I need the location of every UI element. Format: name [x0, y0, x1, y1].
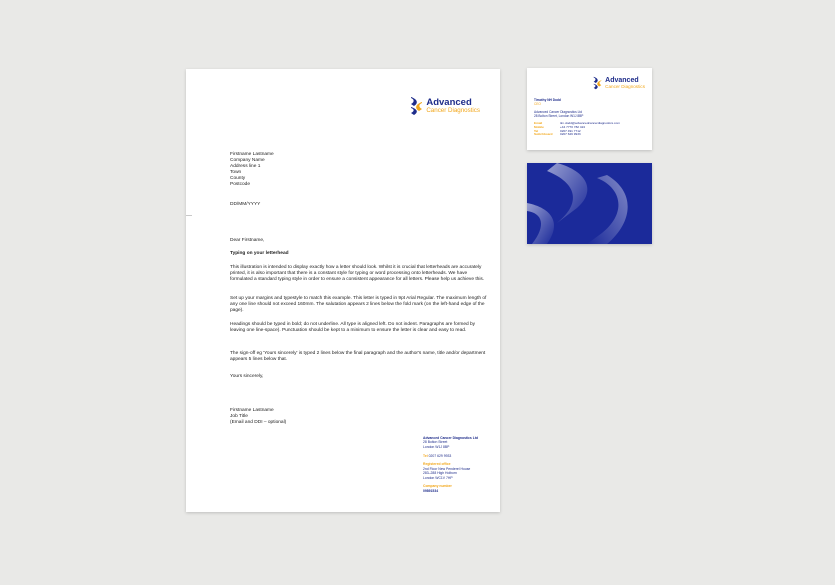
signature-line: (Email and DDI – optional) [230, 420, 287, 426]
signature-line: Job Title [230, 414, 248, 420]
fold-mark [186, 215, 192, 216]
contact-label: Tel [534, 128, 539, 133]
paragraph: Headings should be typed in bold; do not underline. All type is aligned left. Do not indent. Paragraphs are formed by leaving one line-space). Punctuation should be kept to a minimum to ensure the letter is clear and easy to read. [230, 322, 476, 334]
address-line: Postcode [230, 182, 251, 188]
letter-heading: Typing on your letterhead [230, 251, 289, 256]
card-person-role: CEO [534, 102, 541, 106]
letterhead-logo [410, 96, 480, 116]
footer-registered-label: Registered office [423, 462, 451, 467]
contact-value: tim.dodd@advancedcancerdiagnostics.com [560, 121, 620, 125]
card-company: Advanced Cancer Diagnostics Ltd [534, 110, 583, 114]
address-line: Address line 1 [230, 164, 261, 170]
footer-address-line: London W1J 8BP [423, 444, 450, 449]
logo-word-cancer-diagnostics: Cancer Diagnostics [426, 107, 480, 115]
footer-company-number: 09891534 [423, 488, 439, 493]
signature-line: Firstname Lastname [230, 408, 274, 413]
paragraph: Set up your margins and typestyle to match this example. This letter is typed in 9pt Arial Regular. The maximum length of any one line should not exceed 160mm. The salutation appears 2 lines below the fold mark (on the left-hand edge of the page). [230, 296, 487, 314]
paragraph: The sign-off eg 'Yours sincerely' is typed 2 lines below the final paragraph and the author's name, title and/or department appears 5 lines below that. [230, 351, 486, 363]
letterhead-footer [423, 436, 497, 493]
ribbon-logo-icon [593, 76, 602, 90]
recipient-address [230, 152, 482, 189]
logo-word-advanced: Advanced [605, 76, 639, 84]
address-line: Firstname Lastname [230, 152, 274, 157]
card-person-name: Timothy NH Dodd [534, 98, 561, 102]
footer-registered-line: 2nd Floor New Penderel House [423, 466, 471, 471]
footer-company-number-label: Company number [423, 484, 452, 489]
contact-value: +44 7770 782 424 [560, 124, 586, 129]
salutation: Dear Firstname, [230, 238, 265, 243]
contact-value: 0207 491 7712 [560, 128, 581, 133]
footer-company: Advanced Cancer Diagnostics Ltd [423, 436, 479, 440]
footer-registered-line: London WC1V 7HP [423, 475, 453, 480]
footer-address-line: 28 Bolton Street [423, 440, 448, 445]
signature-block [230, 408, 482, 426]
signoff: Yours sincerely, [230, 374, 264, 379]
business-card-front [527, 68, 652, 150]
contact-label: Email [534, 121, 543, 125]
letter-date: DD/MM/YYYY [230, 202, 261, 207]
card-street: 28 Bolton Street, London W1J 8BP [534, 114, 584, 118]
footer-registered-line: 283–288 High Holborn [423, 471, 457, 476]
card-contacts [534, 122, 620, 137]
contact-label: Switchboard [534, 132, 553, 137]
contact-label: Mobile [534, 124, 544, 129]
footer-tel: 0207 629 9933 [428, 453, 452, 458]
card-logo [593, 76, 645, 90]
logo-word-cancer-diagnostics: Cancer Diagnostics [605, 83, 645, 89]
logo-word-advanced: Advanced [426, 96, 472, 108]
footer-tel-label: Tel [423, 453, 428, 458]
address-line: Company Name [230, 158, 265, 164]
contact-value: 0207 629 9933 [560, 132, 581, 137]
card-contact-row [534, 133, 620, 137]
address-line: Town [230, 170, 242, 176]
letterhead-page [186, 69, 500, 512]
ribbon-logo-icon [410, 96, 423, 116]
paragraph: This illustration is intended to display exactly how a letter should look. Whilst it is crucial that letterheads are accurately printed, it is also important that there is a constant style for typing or word processing onto letterheads. We have formulated a standard typing style in order to ensure a consistent appearance for all letters. Please help us achieve this. [230, 265, 485, 283]
ribbon-pattern-icon [527, 163, 652, 244]
address-line: County [230, 176, 246, 182]
business-card-back [527, 163, 652, 244]
